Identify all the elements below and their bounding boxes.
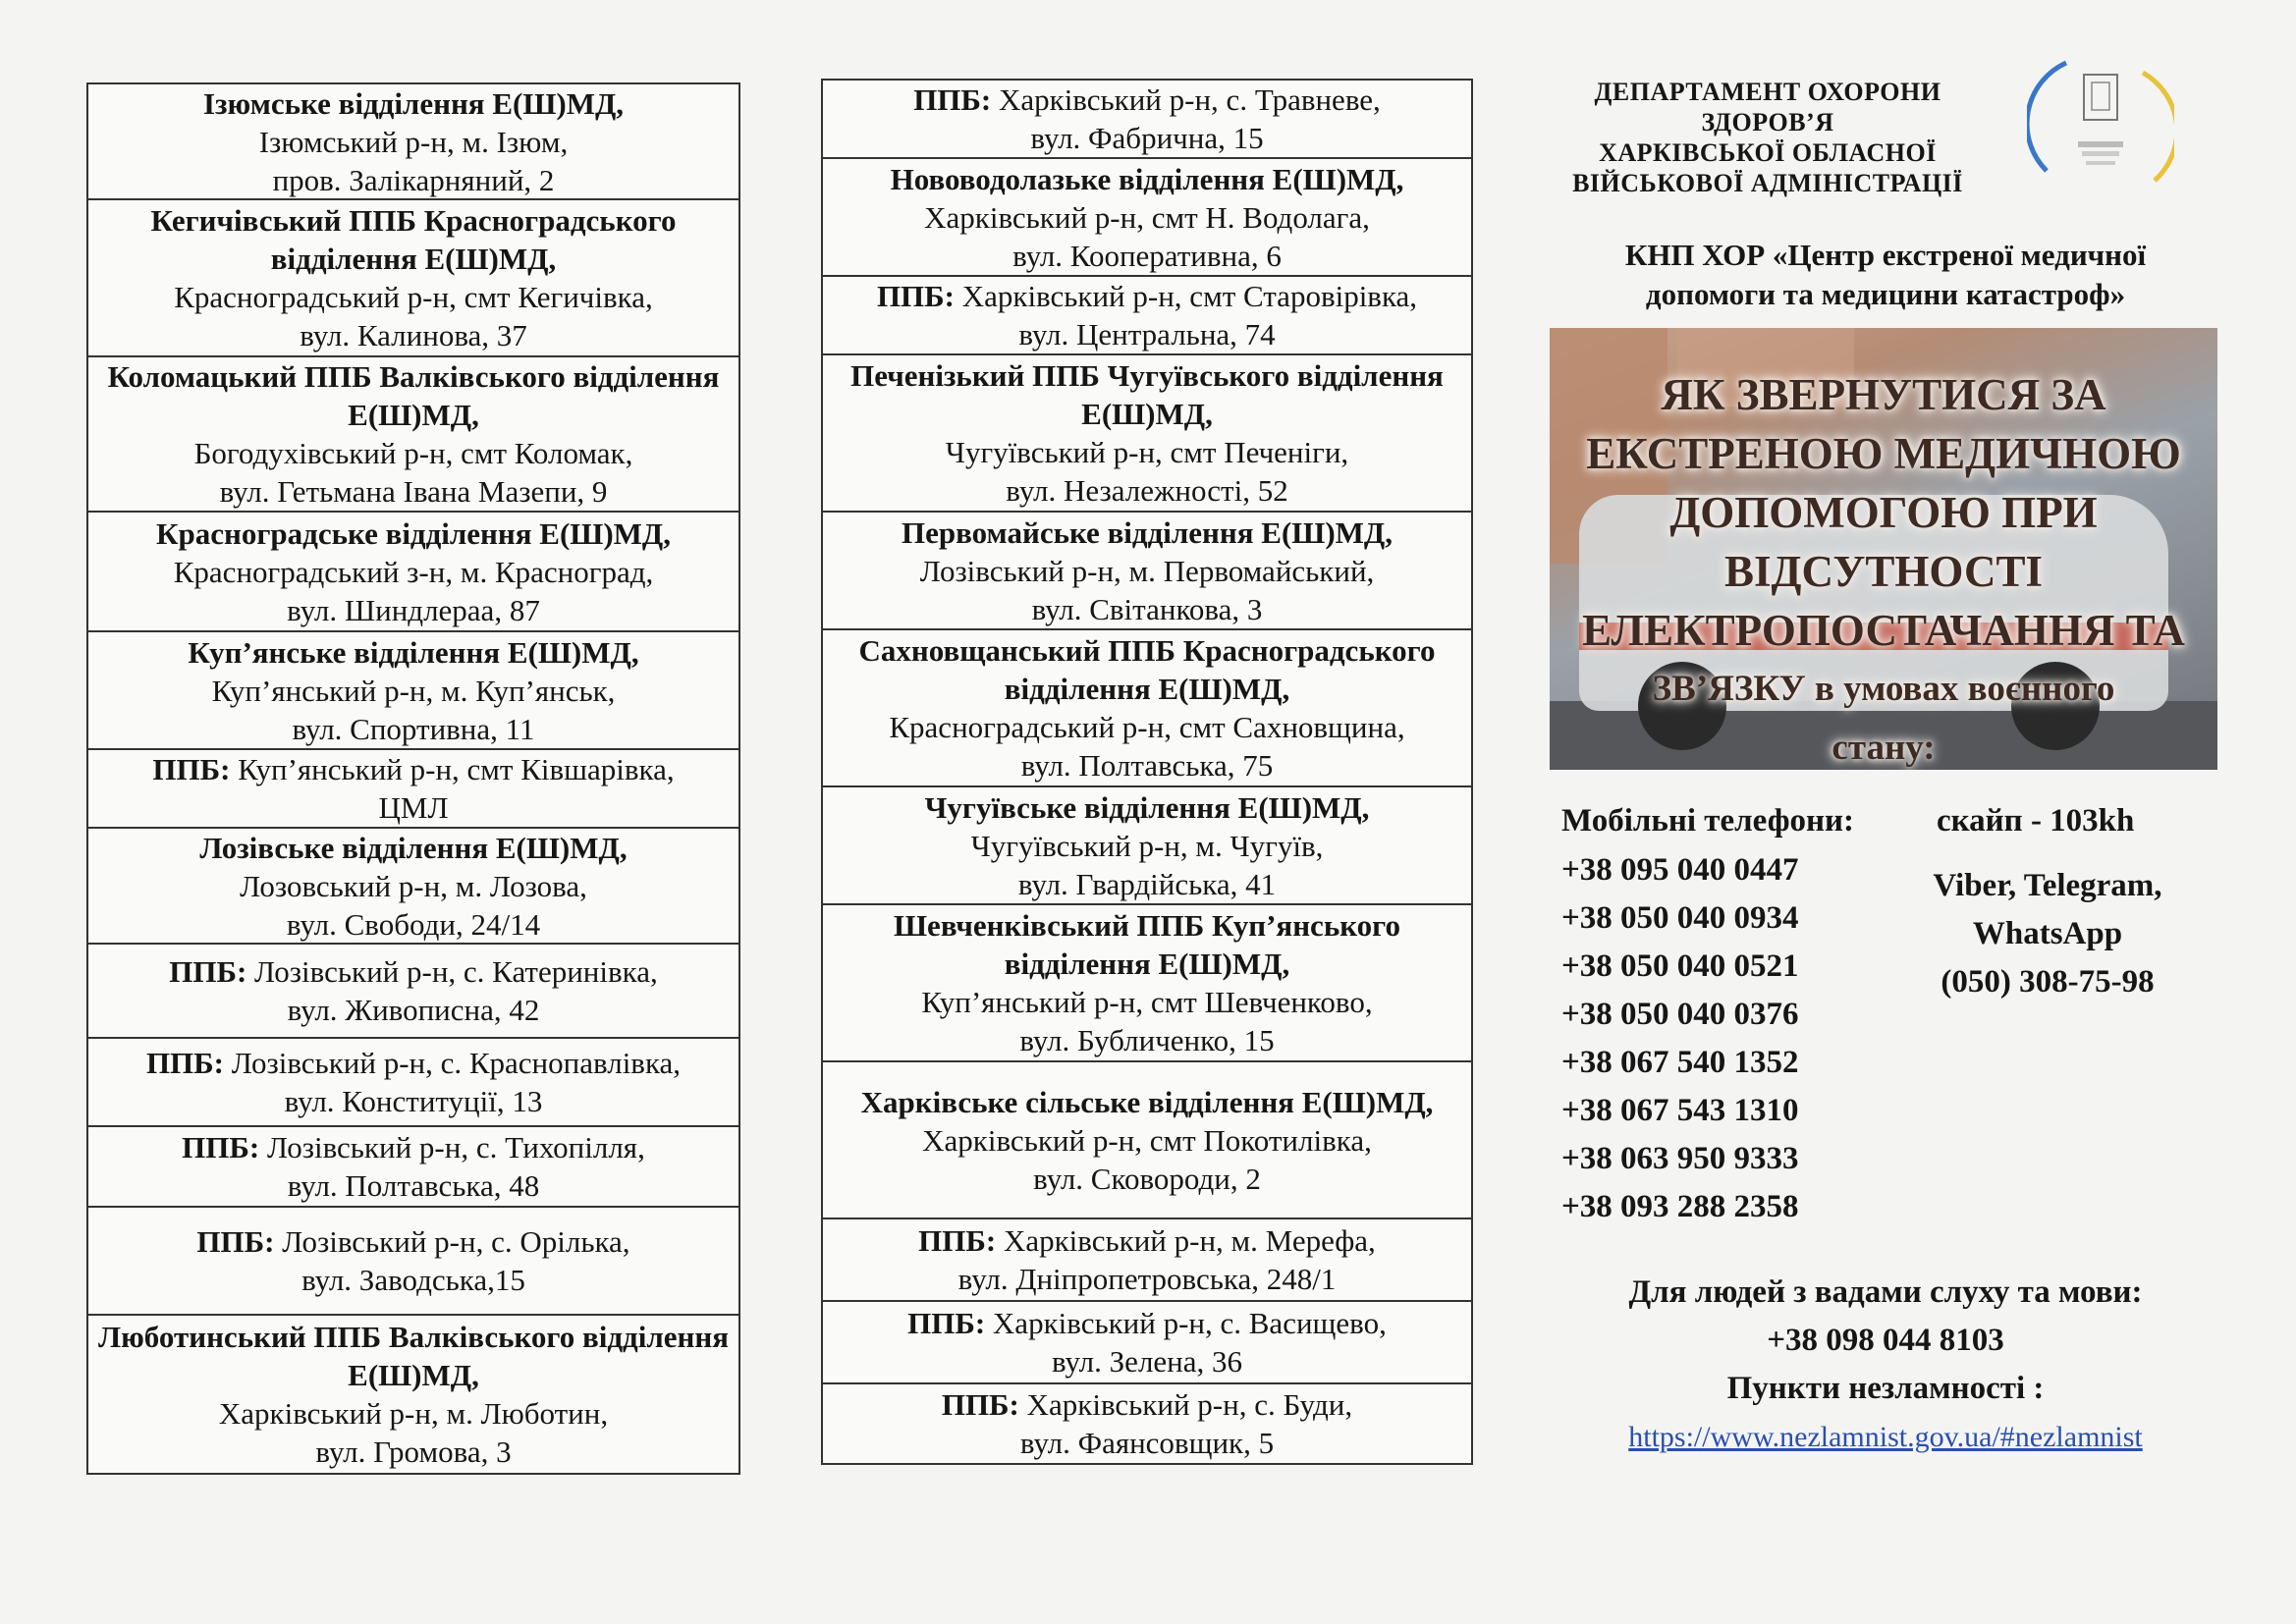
cell-title-rest: Куп’янський р-н, смт Ківшарівка, <box>230 752 675 786</box>
department-line: ВІЙСЬКОВОЇ АДМІНІСТРАЦІЇ <box>1572 169 1963 197</box>
address-cell <box>823 1219 1471 1302</box>
cell-line: вул. Шиндлераа, 87 <box>287 592 540 627</box>
cell-title-bold: Нововодолазьке відділення Е(Ш)МД, <box>890 161 1404 196</box>
cell-line: Чугуївський р-н, м. Чугуїв, <box>970 828 1324 863</box>
address-cell <box>88 945 738 1039</box>
hearing-and-points-block <box>1542 1269 2229 1461</box>
cell-title-bold: ППБ: <box>876 279 955 313</box>
cell-title <box>96 633 731 672</box>
address-cell <box>823 159 1471 277</box>
messengers-line-1: Viber, Telegram, <box>1933 868 2162 903</box>
cell-line: вул. Полтавська, 75 <box>1020 748 1274 783</box>
address-cell <box>823 355 1471 513</box>
cell-title <box>831 906 1463 983</box>
cell-line: вул. Кооперативна, 6 <box>1012 238 1282 273</box>
cell-title-rest: Лозівський р-н, с. Краснопавлівка, <box>223 1046 682 1080</box>
cell-title <box>96 829 731 867</box>
cell-title-bold: Куп’янське відділення Е(Ш)МД, <box>188 634 639 670</box>
address-cell <box>88 632 738 750</box>
cell-title <box>96 1044 731 1082</box>
cell-title-bold: Первомайське відділення Е(Ш)МД, <box>902 514 1393 550</box>
cell-line: вул. Гвардійська, 41 <box>1017 866 1277 901</box>
cell-title-bold: ППБ: <box>145 1046 224 1080</box>
cell-title <box>96 84 731 123</box>
cell-title <box>96 1318 731 1394</box>
cell-title-bold: ППБ: <box>169 954 247 989</box>
address-cell <box>823 277 1471 355</box>
cell-line: вул. Незалежності, 52 <box>1006 473 1288 508</box>
department-logo-icon <box>2027 53 2174 200</box>
address-cell <box>823 787 1471 905</box>
address-cell <box>88 357 738 513</box>
address-cell <box>88 829 738 945</box>
cell-title <box>96 952 731 991</box>
address-cell <box>88 1127 738 1208</box>
banner-image <box>1550 328 2217 770</box>
cell-line: Ізюмський р-н, м. Ізюм, <box>258 124 569 159</box>
cell-line: вул. Гетьмана Івана Мазепи, 9 <box>219 474 608 509</box>
cell-line: Харківський р-н, м. Люботин, <box>218 1396 609 1431</box>
cell-line: вул. Зелена, 36 <box>1051 1344 1243 1379</box>
cell-line: вул. Конституції, 13 <box>284 1084 543 1118</box>
cell-title-rest: Харківський р-н, смт Старовірівка, <box>954 279 1418 313</box>
cell-title-bold: ППБ: <box>182 1130 260 1164</box>
address-cell <box>823 1302 1471 1384</box>
cell-line: вул. Фаянсовщик, 5 <box>1019 1426 1275 1460</box>
cell-line: вул. Свободи, 24/14 <box>286 906 541 942</box>
hearing-label: Для людей з вадами слуху та мови: <box>1628 1274 2143 1310</box>
cell-title-bold: Чугуївське відділення Е(Ш)МД, <box>924 789 1370 825</box>
cell-title-bold: ППБ: <box>907 1306 986 1340</box>
cell-line: Чугуївський р-н, смт Печеніги, <box>945 435 1349 469</box>
address-cell <box>823 1062 1471 1219</box>
cell-title-rest: Харківський р-н, с. Буди, <box>1018 1387 1353 1422</box>
cell-line: Куп’янський р-н, смт Шевченково, <box>921 985 1373 1019</box>
banner-line: ВІДСУТНОСТІ <box>1723 547 2043 596</box>
cell-title-bold: Кегичівський ППБ Красноградського відділення Е(Ш)МД, <box>150 203 677 276</box>
address-cell <box>823 81 1471 159</box>
cell-title-bold: Шевченківський ППБ Куп’янського відділення Е(Ш)МД, <box>894 908 1400 981</box>
address-cell <box>823 905 1471 1062</box>
cell-line: вул. Полтавська, 48 <box>287 1168 540 1203</box>
cell-line: вул. Дніпропетровська, 248/1 <box>957 1262 1337 1296</box>
mobile-phones-label: Мобільні телефони: <box>1561 803 1855 839</box>
cell-line: Харківський р-н, смт Покотилівка, <box>922 1122 1372 1158</box>
cell-line: Красноградський з-н, м. Красноград, <box>173 554 654 589</box>
address-cell <box>823 1384 1471 1463</box>
address-cell <box>88 1316 738 1473</box>
address-cell <box>88 513 738 632</box>
nezlamnist-link[interactable]: https://www.nezlamnist.gov.ua/#nezlamnist <box>1628 1421 2143 1453</box>
cell-line: Куп’янський р-н, м. Куп’янськ, <box>211 673 616 708</box>
cell-line: вул. Сковороди, 2 <box>1033 1161 1261 1196</box>
hearing-phone: +38 098 044 8103 <box>1767 1323 2004 1358</box>
address-cell <box>88 1039 738 1127</box>
cell-title-bold: ППБ: <box>196 1224 275 1259</box>
cell-title-bold: Люботинський ППБ Валківського відділення Е(Ш)МД, <box>98 1320 729 1392</box>
cell-line: Красноградський р-н, смт Кегичівка, <box>174 280 653 314</box>
address-cell <box>88 84 738 200</box>
phone-number: +38 067 540 1352 <box>1561 1045 1799 1080</box>
cell-line: вул. Громова, 3 <box>315 1435 512 1469</box>
cell-title-bold: Коломацький ППБ Валківського відділення Е(Ш)МД, <box>107 359 720 432</box>
address-cell <box>88 750 738 829</box>
cell-title <box>831 514 1463 552</box>
cell-title <box>96 514 731 553</box>
banner-line: ЕЛЕКТРОПОСТАЧАННЯ ТА <box>1582 606 2185 655</box>
middle-address-table <box>821 79 1473 1465</box>
cell-title <box>831 788 1463 827</box>
cell-title-rest: Лозівський р-н, с. Тихопілля, <box>259 1130 645 1164</box>
phone-list <box>1561 846 1799 1231</box>
cell-title <box>831 1385 1463 1424</box>
cell-line: Харківський р-н, смт Н. Водолага, <box>924 199 1370 235</box>
cell-title-bold: ППБ: <box>152 752 231 786</box>
banner-line: ДОПОМОГОЮ ПРИ <box>1669 488 2098 537</box>
cell-title <box>831 81 1463 119</box>
cell-line: вул. Світанкова, 3 <box>1031 591 1263 626</box>
address-cell <box>823 513 1471 630</box>
messengers-phone: (050) 308-75-98 <box>1941 964 2155 1000</box>
cell-line: пров. Залікарняний, 2 <box>272 162 555 197</box>
skype-contact: скайп - 103kh <box>1937 803 2135 839</box>
cell-line: вул. Заводська,15 <box>301 1263 525 1297</box>
department-line: ХАРКІВСЬКОЇ ОБЛАСНОЇ <box>1599 138 1937 167</box>
cell-title <box>96 357 731 434</box>
cell-title-bold: Ізюмське відділення Е(Ш)МД, <box>202 85 625 121</box>
cell-line: вул. Спортивна, 11 <box>292 711 535 746</box>
address-cell <box>823 630 1471 787</box>
cell-title-rest: Харківський р-н, с. Травневе, <box>991 82 1381 117</box>
phone-number: +38 095 040 0447 <box>1561 852 1799 888</box>
cell-title <box>831 356 1463 433</box>
cell-title-bold: Лозівське відділення Е(Ш)МД, <box>199 830 628 865</box>
phone-number: +38 093 288 2358 <box>1561 1189 1799 1224</box>
cell-title-rest: Харківський р-н, м. Мерефа, <box>996 1223 1376 1258</box>
cell-line: вул. Бубличенко, 15 <box>1019 1023 1275 1057</box>
cell-line: вул. Фабрична, 15 <box>1030 121 1264 155</box>
cell-line: Лозовський р-н, м. Лозова, <box>240 868 587 903</box>
cell-title <box>831 1304 1463 1342</box>
cell-title <box>831 1221 1463 1260</box>
banner-line: ЗВ’ЯЗКУ в умовах воєнного <box>1652 669 2115 709</box>
cell-title-bold: Печенізький ППБ Чугуївського відділення Е(Ш)МД, <box>850 358 1444 431</box>
department-heading <box>1561 77 1974 198</box>
cell-line: Лозівський р-н, м. Первомайський, <box>919 553 1375 588</box>
cell-title <box>96 1222 731 1261</box>
cell-line: ЦМЛ <box>378 790 449 825</box>
phone-number: +38 063 950 9333 <box>1561 1141 1799 1176</box>
address-cell <box>88 1208 738 1316</box>
cell-line: вул. Живописна, 42 <box>287 993 540 1027</box>
cell-title-bold: Красноградське відділення Е(Ш)МД, <box>155 515 672 551</box>
banner-title <box>1550 365 2217 770</box>
cell-line: вул. Центральна, 74 <box>1018 317 1276 352</box>
messengers-contact <box>1895 862 2200 1006</box>
department-line: ЗДОРОВ’Я <box>1701 108 1834 136</box>
banner-line: ЯК ЗВЕРНУТИСЯ ЗА <box>1661 370 2106 419</box>
knp-line-2: допомоги та медицини катастроф» <box>1645 277 2126 311</box>
cell-title <box>96 1128 731 1166</box>
cell-title <box>831 1083 1463 1121</box>
cell-line: вул. Калинова, 37 <box>300 318 527 352</box>
cell-title-bold: ППБ: <box>941 1387 1019 1422</box>
banner-line: стану: <box>1831 728 1936 768</box>
messengers-line-2: WhatsApp <box>1972 916 2123 951</box>
cell-title-bold: Харківське сільське відділення Е(Ш)МД, <box>860 1084 1434 1119</box>
phone-number: +38 050 040 0376 <box>1561 997 1799 1032</box>
cell-title <box>831 277 1463 315</box>
cell-title <box>831 631 1463 708</box>
cell-title-bold: ППБ: <box>918 1223 997 1258</box>
cell-line: Богодухівський р-н, смт Коломак, <box>193 436 633 470</box>
address-cell <box>88 200 738 357</box>
phone-number: +38 050 040 0934 <box>1561 900 1799 936</box>
knp-line-1: КНП ХОР «Центр екстреної медичної <box>1624 238 2147 272</box>
department-line: ДЕПАРТАМЕНТ ОХОРОНИ <box>1594 78 1941 106</box>
cell-line: Красноградський р-н, смт Сахновщина, <box>889 710 1405 744</box>
cell-title <box>96 750 731 788</box>
cell-title-rest: Лозівський р-н, с. Орілька, <box>274 1224 630 1259</box>
points-label: Пункти незламності : <box>1726 1371 2045 1406</box>
cell-title-bold: Сахновщанський ППБ Красноградського відділення Е(Ш)МД, <box>858 633 1436 706</box>
cell-title-rest: Лозівський р-н, с. Катеринівка, <box>246 954 658 989</box>
knp-heading <box>1542 236 2229 314</box>
cell-title <box>831 160 1463 198</box>
cell-title <box>96 201 731 278</box>
phone-number: +38 067 543 1310 <box>1561 1093 1799 1128</box>
banner-line: ЕКСТРЕНОЮ МЕДИЧНОЮ <box>1586 429 2181 478</box>
cell-title-rest: Харківський р-н, с. Васищево, <box>985 1306 1387 1340</box>
left-address-table <box>86 82 740 1475</box>
cell-title-bold: ППБ: <box>913 82 992 117</box>
phone-number: +38 050 040 0521 <box>1561 948 1799 984</box>
